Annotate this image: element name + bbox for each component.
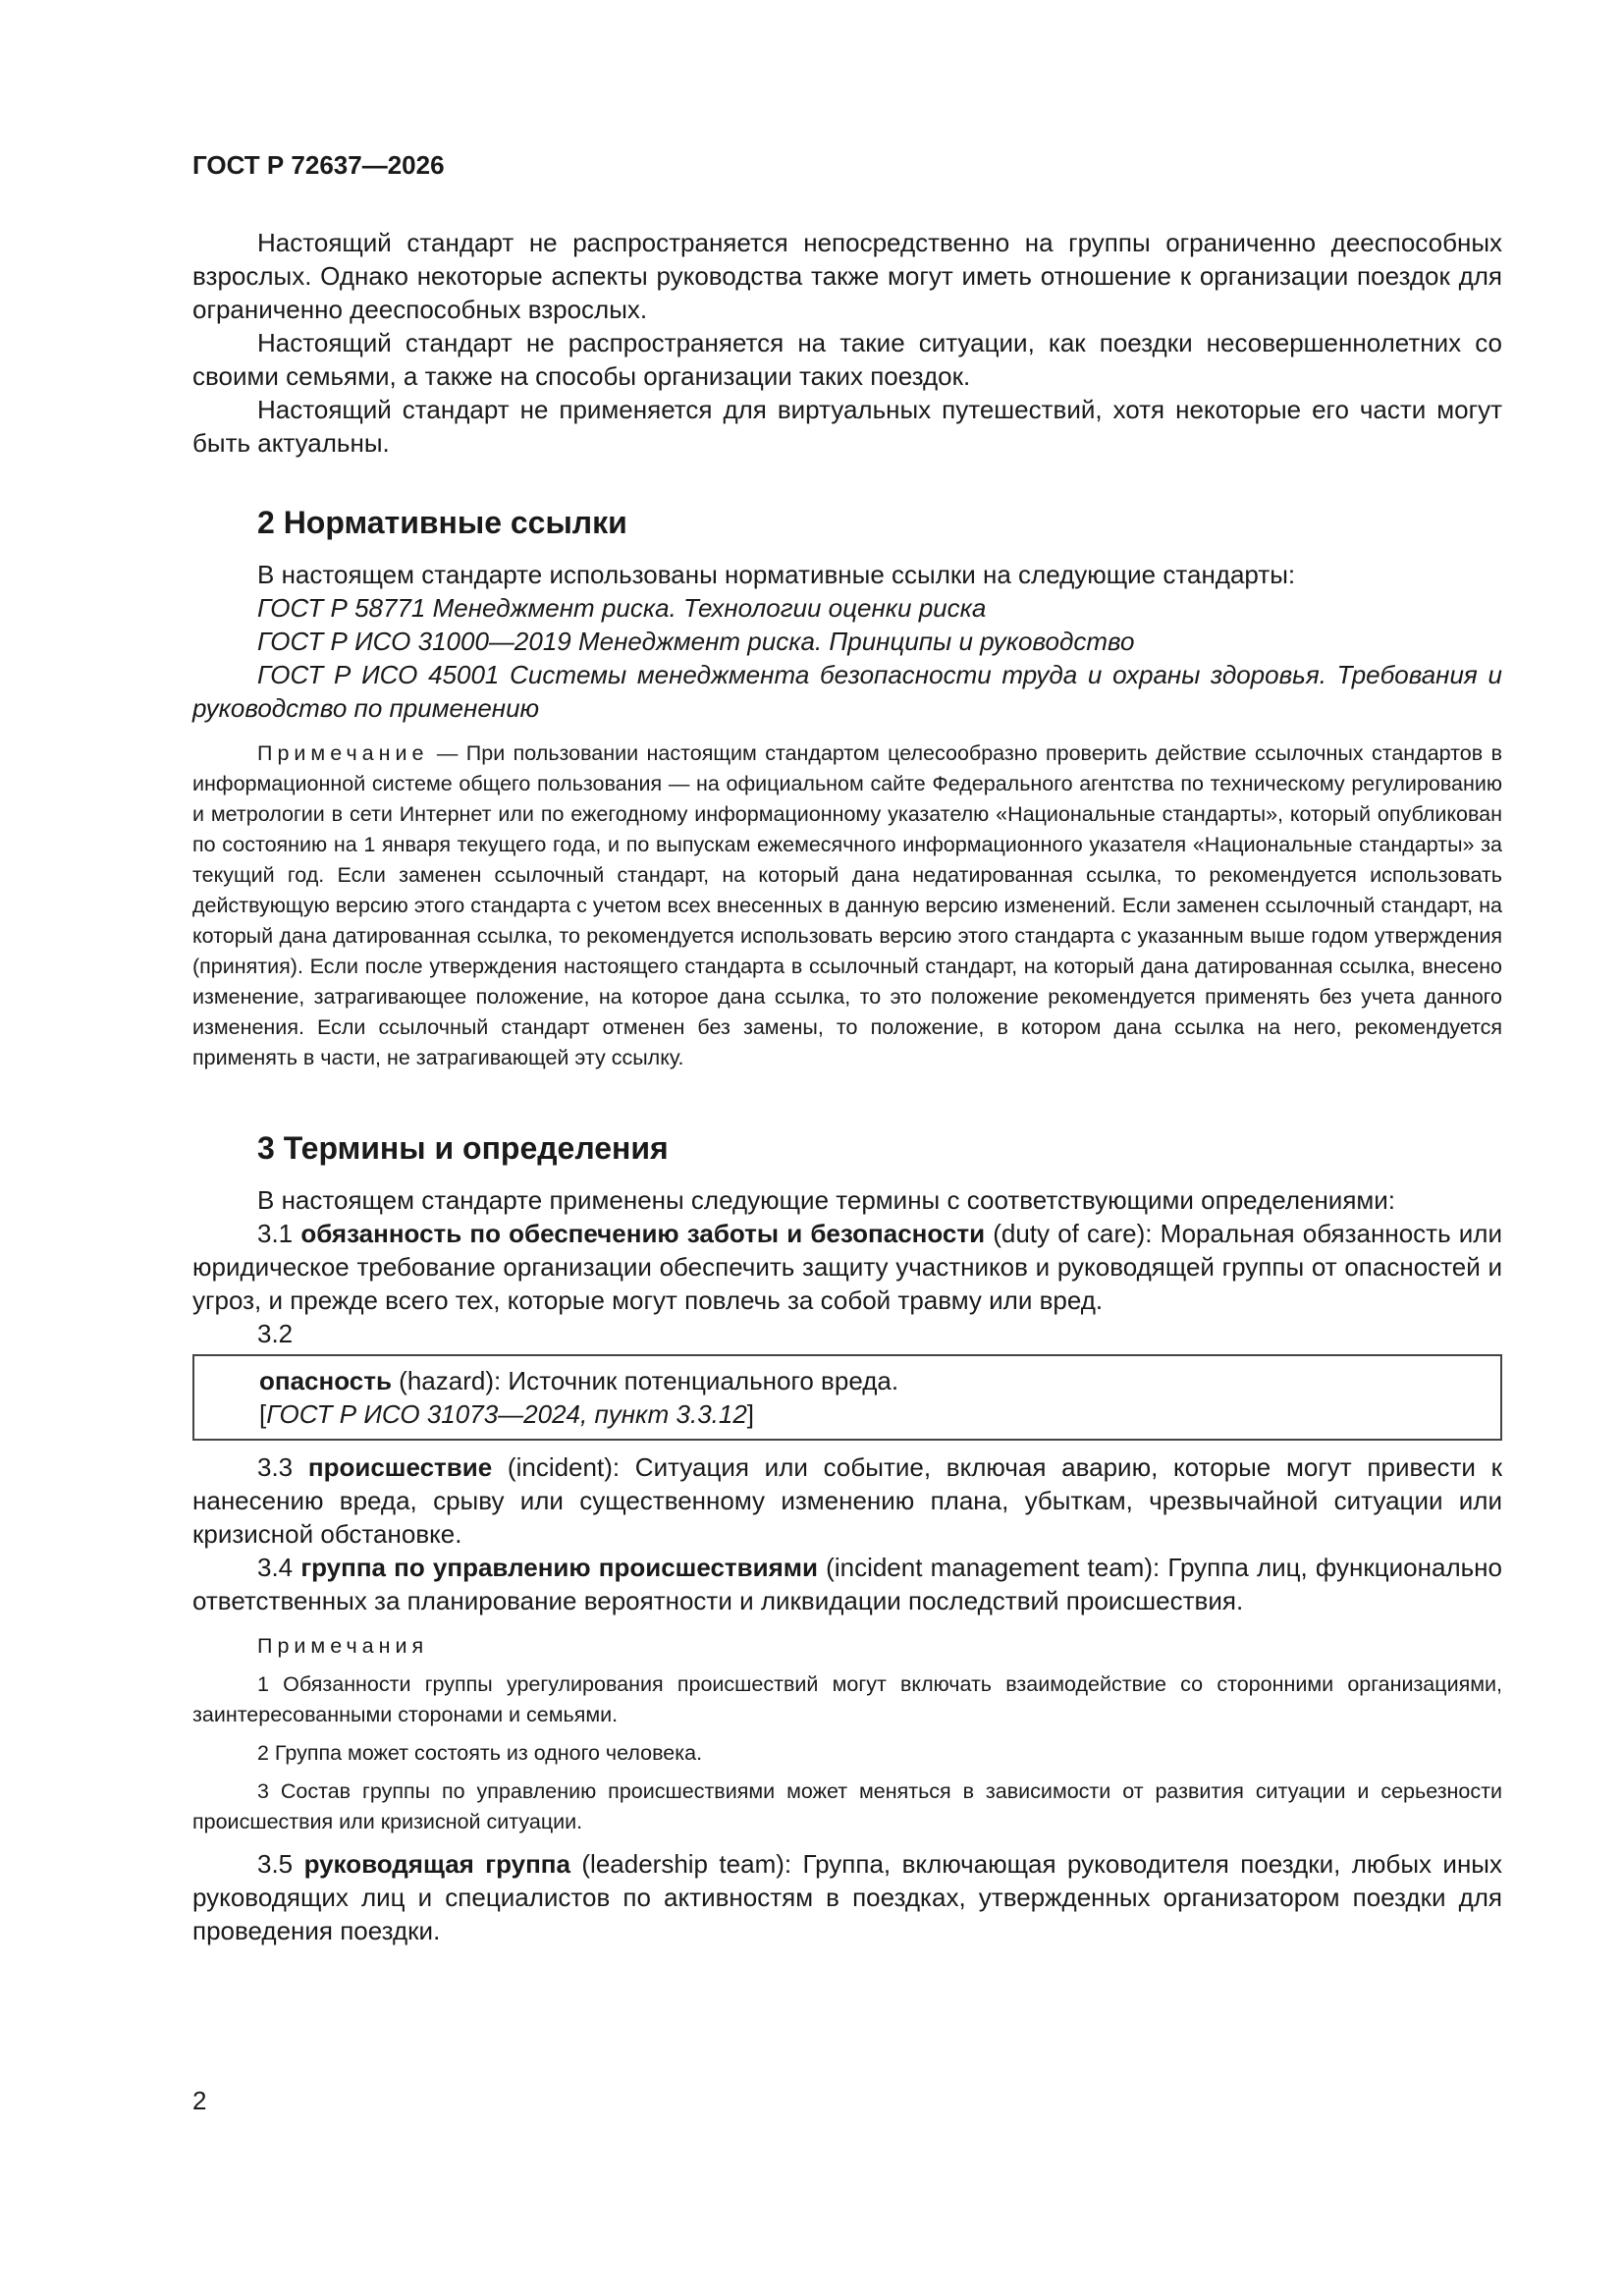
term-number: 3.1 bbox=[257, 1219, 301, 1248]
source-reference: ГОСТ Р ИСО 31073—2024, пункт 3.3.12 bbox=[266, 1399, 747, 1429]
source-bracket-open: [ bbox=[259, 1399, 267, 1429]
document-header: ГОСТ Р 72637—2026 bbox=[192, 150, 445, 180]
note-item-3: 3 Состав группы по управлению происшествиями может меняться в зависимости от развития ситуации и серьезности происшествия или кризисной ситуации. bbox=[192, 1779, 1502, 1833]
note-item-2: 2 Группа может состоять из одного человека. bbox=[257, 1741, 703, 1765]
normative-reference: ГОСТ Р ИСО 31000—2019 Менеджмент риска. Принципы и руководство bbox=[257, 627, 1135, 656]
note-text: — При пользовании настоящим стандартом целесообразно проверить действие ссылочных стандартов в информационной системе общего пользования — на официальном сайте Федерального агентства по техническому регулированию и метрологии в сети Интернет или по ежегодному информационному указателю «Национальные стандарты», который опубликован по состоянию на 1 января текущего года, и по выпускам ежемесячного информационного указателя «Национальные стандарты» за текущий год. Если заменен ссылочный стандарт, на который дана недатированная ссылка, то рекомендуется использовать действующую версию этого стандарта с учетом всех внесенных в данную версию изменений. Если заменен ссылочный стандарт, на который дана датированная ссылка, то рекомендуется использовать версию этого стандарта с указанным выше годом утверждения (принятия). Если после утверждения настоящего стандарта в ссылочный стандарт, на который дана датированная ссылка, внесено изменение, затрагивающее положение, на которое дана ссылка, то это положение рекомендуется применять без учета данного изменения. Если ссылочный стандарт отменен без замены, то положение, в котором дана ссылка на него, рекомендуется применять в части, не затрагивающей эту ссылку. bbox=[192, 741, 1502, 1069]
intro-paragraph-2: Настоящий стандарт не распространяется на такие ситуации, как поездки несовершеннолетних со своими семьями, а также на способы организации таких поездок. bbox=[192, 328, 1502, 391]
term-name: опасность bbox=[259, 1366, 392, 1395]
term-name: руководящая группа bbox=[303, 1849, 570, 1879]
term-3-1 bbox=[192, 1217, 1502, 1317]
term-definition: (leadership team): Группа, включающая руководителя поездки, любых иных руководящих лиц и специалистов по активностям в поездках, утвержденных организатором поездки для проведения поездки. bbox=[192, 1849, 1502, 1945]
term-3-2-number: 3.2 bbox=[257, 1319, 294, 1348]
term-3-3 bbox=[192, 1450, 1502, 1551]
section-3-lead: В настоящем стандарте применены следующие термины с соответствующими определениями: bbox=[257, 1185, 1396, 1215]
notes-label: Примечания bbox=[257, 1634, 429, 1658]
section-2-note bbox=[192, 738, 1502, 1073]
term-definition: (hazard): Источник потенциального вреда. bbox=[391, 1366, 899, 1395]
intro-paragraph-3: Настоящий стандарт не применяется для виртуальных путешествий, хотя некоторые его части могут быть актуальны. bbox=[192, 395, 1502, 458]
term-definition: (incident): Ситуация или событие, включая аварию, которые могут привести к нанесению вреда, срыву или существенному изменению плана, убыткам, чрезвычайной ситуации или кризисной обстановке. bbox=[192, 1452, 1502, 1549]
note-item-1: 1 Обязанности группы урегулирования происшествий могут включать взаимодействие со сторонними организациями, заинтересованными сторонами и семьями. bbox=[192, 1672, 1502, 1726]
term-name: происшествие bbox=[307, 1452, 493, 1482]
term-3-2-box bbox=[192, 1354, 1502, 1441]
normative-reference: ГОСТ Р ИСО 45001 Системы менеджмента безопасности труда и охраны здоровья. Требования и руководство по применению bbox=[192, 660, 1502, 723]
intro-paragraph-1: Настоящий стандарт не распространяется непосредственно на группы ограниченно дееспособных взрослых. Однако некоторые аспекты руководства также могут иметь отношение к организации поездок для ограниченно дееспособных взрослых. bbox=[192, 228, 1502, 324]
term-definition: (incident management team): Группа лиц, функционально ответственных за планирование вероятности и ликвидации последствий происшествия. bbox=[192, 1553, 1502, 1615]
document-body bbox=[192, 226, 1502, 1947]
term-definition: (duty of care): Моральная обязанность или юридическое требование организации обеспечить защиту участников и руководящей группы от опасностей и угроз, и прежде всего тех, которые могут повлечь за собой травму или вред. bbox=[192, 1219, 1502, 1315]
source-bracket-close: ] bbox=[746, 1399, 755, 1429]
term-number: 3.5 bbox=[257, 1849, 304, 1879]
normative-reference: ГОСТ Р 58771 Менеджмент риска. Технологии оценки риска bbox=[257, 593, 987, 623]
term-3-5 bbox=[192, 1847, 1502, 1947]
term-3-2-source bbox=[259, 1397, 1500, 1431]
section-2-lead: В настоящем стандарте использованы нормативные ссылки на следующие стандарты: bbox=[257, 560, 1296, 589]
section-2-title: 2 Нормативные ссылки bbox=[257, 505, 627, 540]
term-name: группа по управлению происшествиями bbox=[300, 1553, 819, 1582]
term-3-2 bbox=[259, 1364, 1500, 1397]
page-number: 2 bbox=[192, 2086, 207, 2115]
term-number: 3.4 bbox=[257, 1553, 301, 1582]
term-name: обязанность по обеспечению заботы и безопасности bbox=[300, 1219, 986, 1248]
term-number: 3.3 bbox=[257, 1452, 308, 1482]
term-3-4 bbox=[192, 1551, 1502, 1617]
section-3-title: 3 Термины и определения bbox=[257, 1130, 669, 1166]
note-label: Примечание bbox=[257, 741, 429, 765]
